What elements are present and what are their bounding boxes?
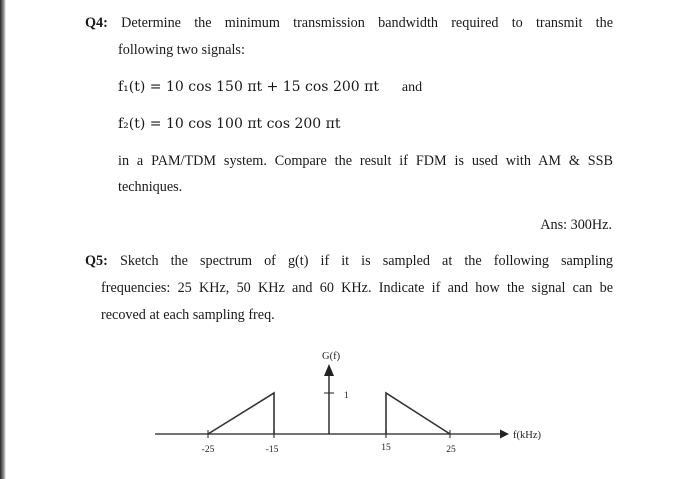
q4-answer: Ans: 300Hz. [540, 217, 612, 233]
q5-label: Q5: [85, 253, 108, 269]
q4-f1-expression: f₁(t) = 10 cos 150 πt + 15 cos 200 πt [118, 79, 379, 95]
q5-line-3: recoved at each sampling freq. [101, 307, 275, 323]
tick-label--15: -15 [265, 445, 279, 455]
y-axis-label: G(f) [322, 351, 341, 362]
q4-tail-line-1: in a PAM/TDM system. Compare the result if FDM is used with AM & SSB [118, 153, 613, 169]
tick-label--25: -25 [201, 445, 215, 455]
q4-equation-f2: f₂(t) = 10 cos 100 πt cos 200 πt [118, 116, 341, 132]
right-spectrum-triangle [386, 393, 450, 434]
q5-line-2: frequencies: 25 KHz, 50 KHz and 60 KHz. Indicate if and how the signal can be [101, 280, 613, 296]
tick-label-25: 25 [446, 445, 456, 455]
dc-impulse-arrow-icon [324, 364, 334, 376]
x-axis-label: f(kHz) [513, 430, 541, 441]
left-spectrum-triangle [208, 393, 274, 434]
q4-f1-and: and [401, 80, 423, 95]
q4-intro-text-1: Determine the minimum transmission bandwidth required to transmit the [121, 15, 614, 31]
q4-intro-line-2: following two signals: [118, 42, 245, 58]
impulse-value-label: 1 [344, 391, 349, 401]
q4-tail-line-2: techniques. [118, 179, 183, 195]
q4-label: Q4: [85, 15, 108, 31]
tick-label-15: 15 [381, 443, 391, 453]
x-axis-arrow-icon [500, 430, 509, 439]
q5-text-1: Sketch the spectrum of g(t) if it is sampled at the following sampling [119, 253, 614, 269]
